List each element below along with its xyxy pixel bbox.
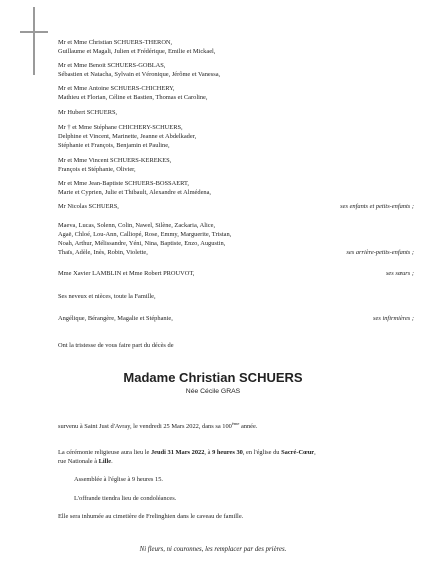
burial-line: Elle sera inhumée au cimetière de Frelinghien dans le caveau de famille. — [58, 513, 244, 520]
family-line: Guillaume et Magali, Julien et Frédérique, Emilie et Mickael, — [58, 48, 216, 55]
great-grandchildren-line: Maeva, Lucas, Solenn, Colin, Nawel, Silène, Zackaria, Alice, — [58, 222, 216, 229]
cross-horizontal-bar — [20, 31, 48, 33]
great-grandchildren-line: Agaë, Chloé, Lou-Ann, Calliopé, Rose, Emmy, Marguerite, Tristan, — [58, 231, 232, 238]
ceremony-line-2: rue Nationale à Lille. — [58, 458, 113, 465]
cross-vertical-bar — [33, 7, 35, 75]
family-line: Mr et Mme Vincent SCHUERS-KEREKES, — [58, 157, 172, 164]
nurses-line: Angélique, Bérangère, Magalie et Stéphanie, — [58, 315, 173, 322]
death-line: survenu à Saint Just d'Avray, le vendredi 25 Mars 2022, dans sa 100ème année. — [58, 421, 258, 431]
family-line: Mr Nicolas SCHUERS, — [58, 203, 119, 210]
deceased-name: Madame Christian SCHUERS — [123, 370, 303, 385]
family-line: Delphine et Vincent, Marinette, Jeanne et Abdelkader, — [58, 133, 197, 140]
footer-note: Ni fleurs, ni couronnes, les remplacer par des prières. — [139, 546, 287, 553]
family-line: Mr et Mme Christian SCHUERS-THERON, — [58, 39, 173, 46]
announce-line: Ont la tristesse de vous faire part du décès de — [58, 342, 174, 349]
sisters-line: Mme Xavier LAMBLIN et Mme Robert PROUVOT, — [58, 270, 195, 277]
family-line: Mr et Mme Jean-Baptiste SCHUERS-BOSSAERT, — [58, 180, 190, 187]
assembly-line: Assemblée à l'église à 9 heures 15. — [74, 476, 163, 483]
family-line: Marie et Cyprien, Julie et Thibault, Alexandre et Almédena, — [58, 189, 212, 196]
role-children: ses enfants et petits-enfants ; — [340, 203, 414, 210]
family-line: Sébastien et Natacha, Sylvain et Véronique, Jérôme et Vanessa, — [58, 71, 221, 78]
family-line: Stéphanie et François, Benjamin et Pauline, — [58, 142, 170, 149]
ceremony-line: La cérémonie religieuse aura lieu le Jeudi 31 Mars 2022, à 9 heures 30, en l'église du Sacré-Cœur, — [58, 449, 316, 456]
great-grandchildren-line: Noah, Arthur, Mélissandre, Yéni, Nina, Baptiste, Enzo, Augustin, — [58, 240, 226, 247]
family-line: Mathieu et Florian, Céline et Bastien, Thomas et Caroline, — [58, 94, 208, 101]
role-sisters: ses sœurs ; — [385, 270, 414, 277]
family-line: Mr Hubert SCHUERS, — [58, 109, 118, 116]
offering-line: L'offrande tiendra lieu de condoléances. — [74, 495, 177, 502]
family-line: Mr † et Mme Stéphane CHICHERY-SCHUERS, — [58, 124, 183, 131]
nephews-line: Ses neveux et nièces, toute la Famille, — [58, 293, 156, 300]
role-great-grandchildren: ses arrière-petits-enfants ; — [346, 249, 414, 256]
great-grandchildren-line: Thaïs, Adèle, Inès, Robin, Violette, — [58, 249, 148, 256]
family-line: Mr et Mme Antoine SCHUERS-CHICHERY, — [58, 85, 175, 92]
family-line: François et Stéphanie, Olivier, — [58, 166, 136, 173]
family-line: Mr et Mme Benoit SCHUERS-GOBLAS, — [58, 62, 166, 69]
maiden-name: Née Cécile GRAS — [185, 388, 241, 395]
role-nurses: ses infirmières ; — [373, 315, 414, 322]
